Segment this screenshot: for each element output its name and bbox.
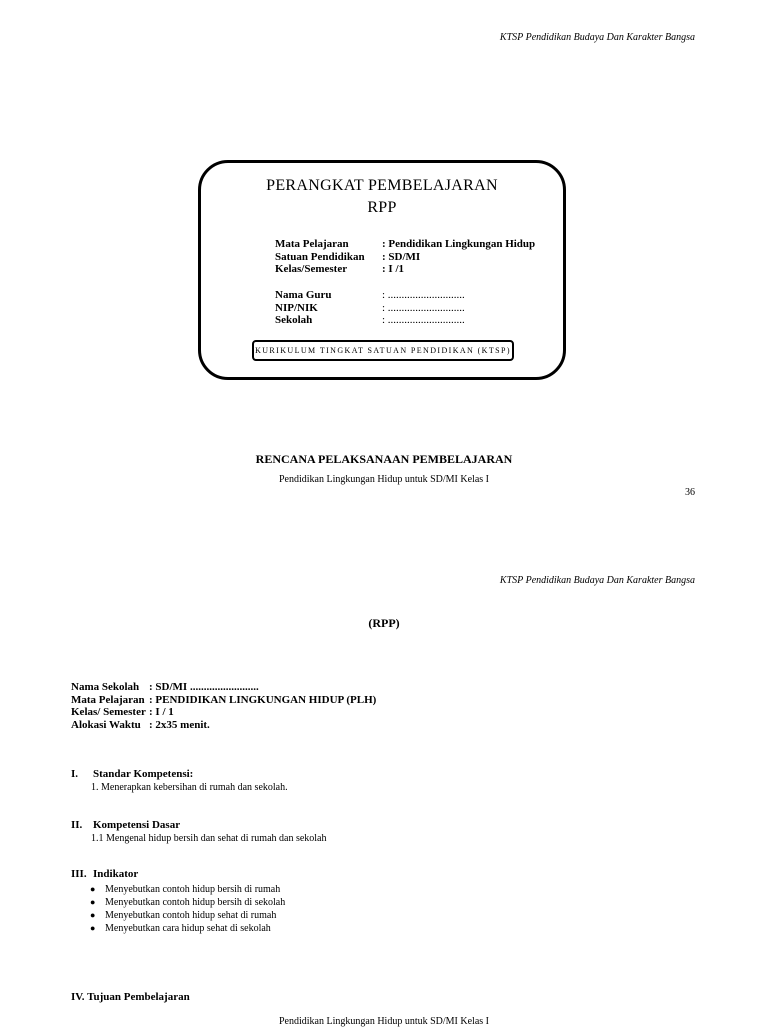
section-number: III. [71,868,87,880]
section-heading: Tujuan Pembelajaran [87,991,190,1003]
list-item [90,909,285,922]
info-label: Mata Pelajaran [275,238,349,250]
identity-label: Mata Pelajaran [71,693,145,706]
list-item [90,922,285,935]
cover-title: PERANGKAT PEMBELAJARAN [266,177,498,194]
list-item [90,883,285,896]
identity-row [71,681,376,694]
identity-label: Kelas/ Semester [71,706,146,718]
identity-row [71,719,376,732]
section-number: IV. [71,991,85,1003]
info-label: Satuan Pendidikan [275,250,365,263]
info-label: Sekolah [275,314,313,326]
cover-box [198,160,566,380]
section-heading: Standar Kompetensi: [93,768,194,780]
section-number: I. [71,768,79,780]
info-row [275,263,535,276]
bullet-icon: ● [90,897,96,907]
list-item-text: Menyebutkan contoh hidup bersih di sekolah [105,897,286,908]
document-title: RENCANA PELAKSANAAN PEMBELAJARAN [255,452,513,466]
list-item-text: Menyebutkan contoh hidup sehat di rumah [105,910,277,921]
bullet-icon: ● [90,884,96,894]
section-kompetensi-dasar [71,819,180,831]
bullet-icon: ● [90,910,96,920]
info-label: Nama Guru [275,289,332,301]
subject-info [275,238,535,276]
section-number: II. [71,819,83,831]
info-value: : Pendidikan Lingkungan Hidup [382,238,536,250]
page-header: KTSP Pendidikan Budaya Dan Karakter Bangsa [499,575,695,586]
ktsp-label-box: KURIKULUM TINGKAT SATUAN PENDIDIKAN (KTSP) [252,340,514,361]
page-number: 36 [685,487,695,498]
info-row [275,238,535,251]
section-tujuan-pembelajaran [71,991,190,1003]
list-item [90,896,285,909]
info-row [275,302,465,315]
teacher-info [275,289,465,327]
identity-value: : PENDIDIKAN LINGKUNGAN HIDUP (PLH) [149,693,377,706]
identity-row [71,706,376,719]
info-value: : ............................ [382,301,465,314]
cover-subtitle: RPP [367,199,397,216]
list-item-text: Menyebutkan cara hidup sehat di sekolah [105,923,271,934]
indicator-list [90,883,285,935]
page-footer: Pendidikan Lingkungan Hidup untuk SD/MI Kelas I [279,474,489,485]
section-standar-kompetensi [71,768,193,780]
section-item: 1. Menerapkan kebersihan di rumah dan sekolah. [91,782,288,793]
info-value: : ............................ [382,314,465,326]
info-value: : ............................ [382,289,465,301]
page-header: KTSP Pendidikan Budaya Dan Karakter Bangsa [499,32,695,43]
identity-value: : 2x35 menit. [149,718,210,731]
section-heading: Indikator [93,868,139,880]
identity-block [71,681,376,731]
section-item: 1.1 Mengenal hidup bersih dan sehat di rumah dan sekolah [91,833,327,844]
identity-row [71,694,376,707]
info-row [275,251,535,264]
info-value: : SD/MI [382,250,421,263]
info-value: : I /1 [382,263,404,275]
bullet-icon: ● [90,923,96,933]
identity-value: : I / 1 [149,706,174,718]
info-label: Kelas/Semester [275,263,348,275]
section-heading: Kompetensi Dasar [93,819,181,831]
info-label: NIP/NIK [275,301,318,314]
identity-value: : SD/MI ......................... [149,681,259,693]
list-item-text: Menyebutkan contoh hidup bersih di rumah [105,884,281,895]
identity-label: Alokasi Waktu [71,718,141,731]
rpp-title: (RPP) [368,616,400,630]
identity-label: Nama Sekolah [71,681,140,693]
info-row [275,289,465,302]
page-footer: Pendidikan Lingkungan Hidup untuk SD/MI Kelas I [279,1016,489,1027]
info-row [275,314,465,327]
section-indikator [71,868,138,880]
